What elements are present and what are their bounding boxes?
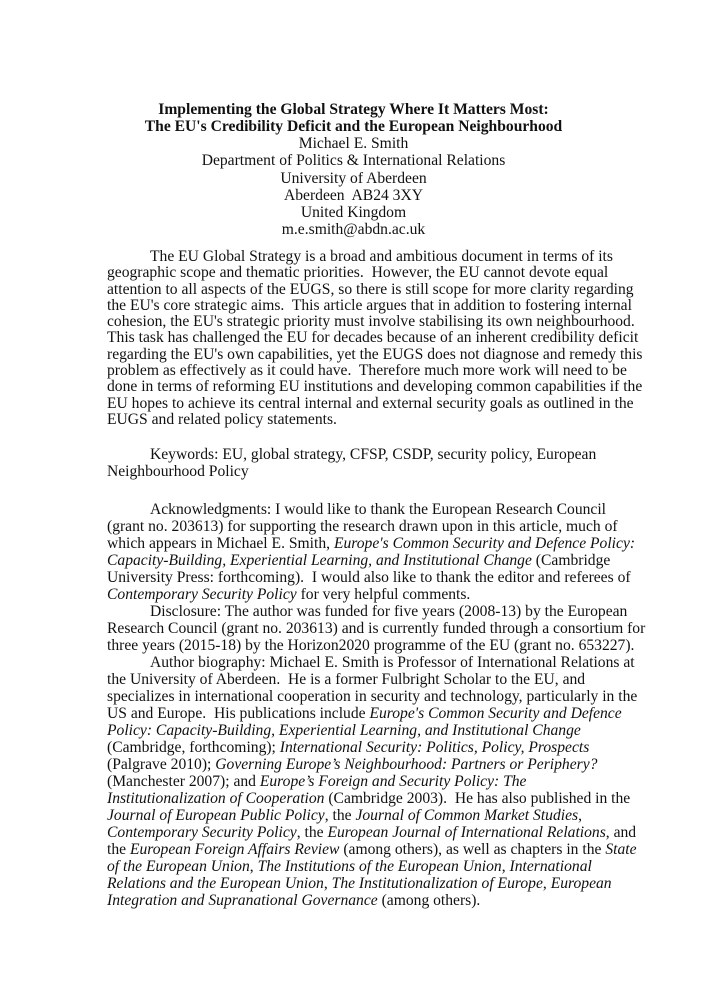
text-segment: US and Europe. His publications include — [107, 705, 370, 722]
author-email: m.e.smith@abdn.ac.uk — [281, 221, 426, 239]
italic-title: Integration and Supranational Governance — [107, 892, 378, 909]
text-line — [107, 858, 607, 875]
text-segment: (Cambridge, forthcoming); — [107, 739, 280, 756]
keywords — [107, 446, 607, 480]
text-line — [107, 265, 607, 281]
text-segment: Research Council (grant no. 203613) and is currently funded through a consortium for — [107, 620, 646, 637]
italic-title: Policy: Capacity-Building, Experiential Learning, and Institutional Change — [107, 722, 581, 739]
text-line — [107, 362, 627, 380]
italic-title: Europe's Common Security and Defence Policy: — [333, 535, 636, 552]
italic-title: Contemporary Security Policy — [107, 824, 297, 841]
italic-title: Governing Europe’s Neighbourhood: Partners or Periphery? — [215, 756, 598, 773]
text-segment: This task has challenged the EU for decades because of an inherent credibility deficit — [107, 329, 639, 347]
text-line — [107, 586, 607, 603]
text-segment: the EU's core strategic aims. This article argues that in addition to fostering internal — [107, 296, 632, 314]
italic-title: of the European Union — [107, 858, 250, 875]
text-segment: (among others), as well as chapters in the — [339, 841, 606, 858]
text-line — [107, 463, 607, 480]
text-segment: the — [107, 841, 130, 858]
text-line — [107, 875, 612, 892]
text-segment: (grant no. 203613) for supporting the research drawn upon in this article, much of — [107, 518, 618, 535]
text-segment: , — [323, 875, 332, 892]
title-block — [0, 101, 707, 238]
text-segment: for very helpful comments. — [296, 586, 471, 603]
text-line — [107, 280, 634, 298]
text-segment: , — [501, 858, 510, 875]
text-segment: geographic scope and thematic priorities. However, the EU cannot devote equal — [107, 264, 609, 282]
text-segment: problem as effectively as it could have. Therefore much more work will need to be — [107, 362, 627, 380]
text-segment: , the — [296, 824, 328, 841]
front-matter-notes — [107, 501, 646, 909]
text-line — [107, 603, 628, 620]
text-segment: (Cambridge — [531, 552, 611, 569]
text-line — [107, 773, 607, 790]
italic-title: Relations and the European Union — [107, 875, 324, 892]
text-segment: Disclosure: The author was funded for five years (2008-13) by the European — [150, 603, 628, 620]
text-segment: , and — [605, 824, 637, 841]
text-line — [107, 654, 635, 671]
text-line — [107, 501, 607, 518]
author-department: Department of Politics & International Relations — [201, 152, 506, 170]
text-line — [107, 739, 607, 756]
text-segment: The EU Global Strategy is a broad and ambitious document in terms of its — [150, 248, 613, 265]
italic-title: Europe’s Foreign and Security Policy: The — [259, 773, 527, 790]
text-line — [107, 412, 607, 428]
text-line — [107, 807, 607, 824]
italic-title: Institutionalization of Cooperation — [107, 790, 325, 807]
text-segment: (Palgrave 2010); — [107, 756, 216, 773]
text-line — [107, 345, 643, 363]
text-segment: Author biography: Michael E. Smith is Professor of International Relations at — [150, 654, 635, 671]
text-segment: which appears in Michael E. Smith, — [107, 535, 334, 552]
text-segment: the University of Aberdeen. He is a former Fulbright Scholar to the EU, and — [107, 671, 586, 688]
text-line — [107, 841, 637, 858]
italic-title: The Institutionalization of Europe — [331, 875, 543, 892]
italic-title: Journal of Common Market Studies — [355, 807, 579, 824]
text-segment: (Manchester 2007); and — [107, 773, 260, 790]
text-line — [107, 790, 631, 807]
text-segment: regarding the EU's own capabilities, yet the EUGS does not diagnose and remedy this — [107, 345, 643, 363]
text-segment: three years (2015-18) by the Horizon2020 programme of the EU (grant no. 653227). — [107, 637, 635, 654]
text-segment: , the — [324, 807, 356, 824]
text-line — [107, 446, 607, 463]
italic-title: European — [550, 875, 612, 892]
text-line — [107, 824, 637, 841]
text-line — [107, 535, 636, 552]
text-segment: EUGS and related policy statements. — [107, 410, 337, 428]
text-line — [107, 248, 613, 265]
author-country: United Kingdom — [300, 203, 407, 221]
text-segment: specializes in international cooperation in security and technology, particularly in the — [107, 688, 638, 705]
italic-title: European Foreign Affairs Review — [129, 841, 340, 858]
text-line — [107, 620, 646, 637]
text-segment: Neighbourhood Policy — [107, 463, 249, 480]
italic-title: State — [605, 841, 637, 858]
italic-title: European Journal of International Relations — [327, 824, 606, 841]
italic-title: Europe's Common Security and Defence — [369, 705, 622, 722]
italic-title: International Security: Politics, Policy, Prospects — [279, 739, 590, 756]
italic-title: Contemporary Security Policy — [107, 586, 297, 603]
author-university: University of Aberdeen — [280, 169, 427, 187]
italic-title: The Institutions of the European Union — [257, 858, 502, 875]
text-line — [107, 296, 632, 314]
text-segment: Acknowledgments: I would like to thank the European Research Council — [150, 501, 607, 518]
text-line — [107, 313, 635, 331]
text-segment: attention to all aspects of the EUGS, so there is still scope for more clarity regarding — [107, 280, 634, 298]
text-segment: (Cambridge 2003). He has also published in the — [324, 790, 631, 807]
text-line — [107, 378, 643, 396]
text-line — [107, 569, 631, 586]
text-segment: done in terms of reforming EU institutions and developing common capabilities if the — [107, 378, 643, 396]
text-line — [107, 705, 622, 722]
italic-title: Capacity-Building, Experiential Learning, and Institutional Change — [107, 552, 532, 569]
text-line — [107, 329, 639, 347]
text-segment: University Press: forthcoming). I would also like to thank the editor and referees of — [107, 569, 631, 586]
text-segment: Keywords: EU, global strategy, CFSP, CSDP, security policy, European — [150, 446, 597, 463]
text-line — [107, 688, 638, 705]
text-line — [107, 552, 611, 569]
text-segment: , — [249, 858, 258, 875]
author-name: Michael E. Smith — [298, 135, 409, 153]
text-line — [107, 671, 607, 688]
text-segment: cohesion, the EU's strategic priority must involve stabilising its own neighbourhood. — [107, 313, 635, 331]
text-line — [107, 637, 635, 654]
text-segment: , — [542, 875, 551, 892]
text-segment: EU hopes to achieve its central internal and external security goals as outlined in the — [107, 394, 634, 412]
paper-title-line-2: The EU's Credibility Deficit and the European Neighbourhood — [144, 118, 563, 136]
paper-title-line-1: Implementing the Global Strategy Where It Matters Most: — [158, 101, 549, 118]
abstract — [107, 248, 643, 428]
text-line — [107, 394, 634, 412]
text-line — [107, 722, 607, 739]
italic-title: International — [509, 858, 592, 875]
text-line — [107, 756, 607, 773]
author-address: Aberdeen AB24 3XY — [283, 186, 424, 204]
text-line — [107, 892, 607, 909]
italic-title: Journal of European Public Policy — [107, 807, 325, 824]
text-segment: , — [578, 807, 582, 824]
text-segment: (among others). — [377, 892, 481, 909]
text-line — [107, 518, 618, 535]
